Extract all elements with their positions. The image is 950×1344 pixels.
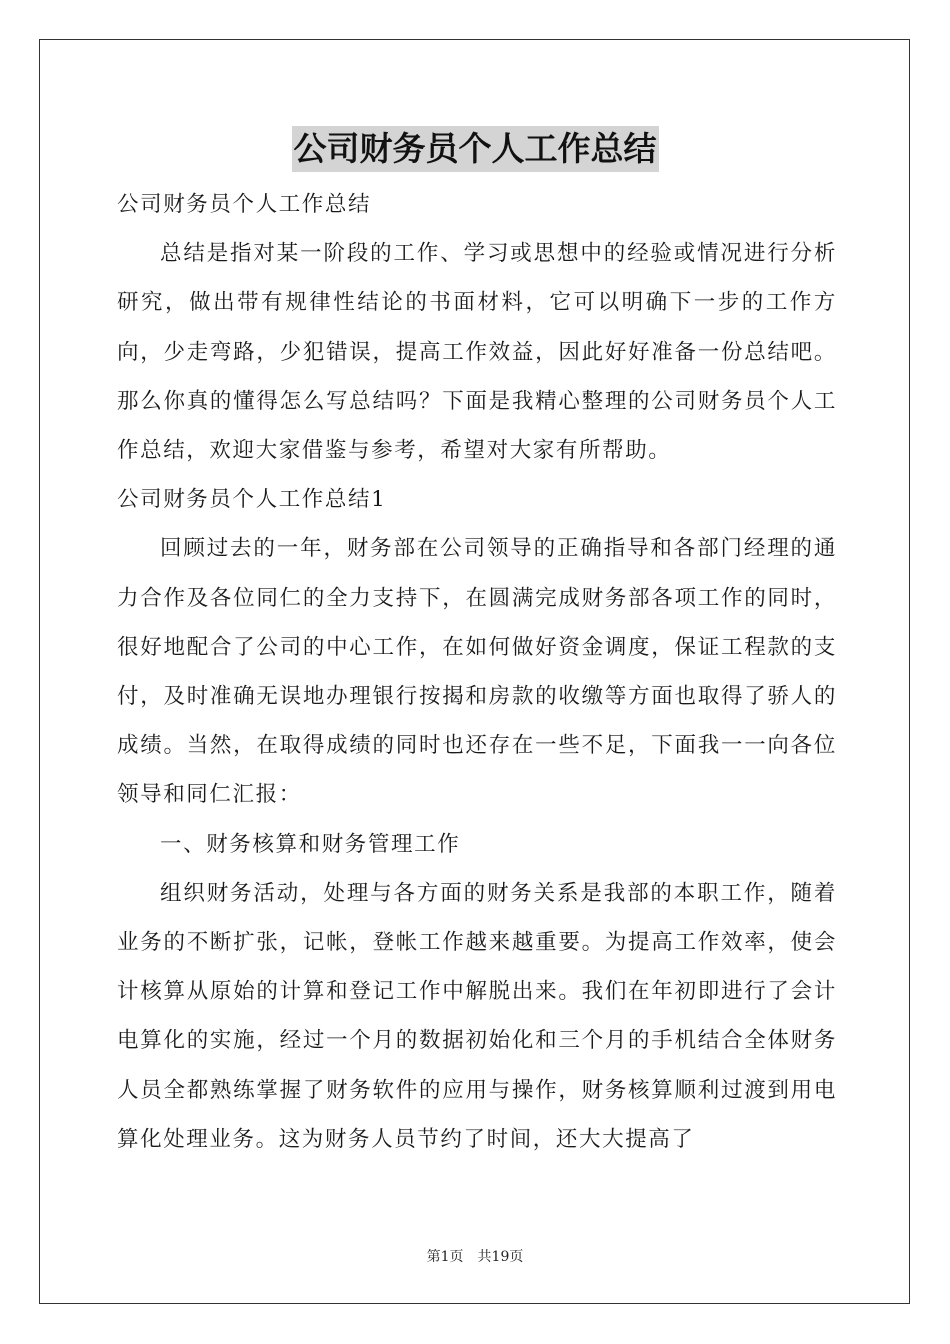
section-paragraph-2: 组织财务活动，处理与各方面的财务关系是我部的本职工作，随着业务的不断扩张，记帐，登帐工作越来越重要。为提高工作效率，使会计核算从原始的计算和登记工作中解脱出来。我们在年初即进行了会计电算化的实施，经过一个月的数据初始化和三个月的手机结合全体财务人员全都熟练掌握了财务软件的应用与操作，财务核算顺利过渡到用电算化处理业务。这为财务人员节约了时间，还大大提高了 (117, 880, 837, 1152)
section-heading: 公司财务员个人工作总结1 (117, 487, 387, 513)
document-title: 公司财务员个人工作总结 (292, 126, 659, 172)
page-number: 第1页 (426, 1249, 464, 1265)
section-paragraph-1: 回顾过去的一年，财务部在公司领导的正确指导和各部门经理的通力合作及各位同仁的全力支持下，在圆满完成财务部各项工作的同时，很好地配合了公司的中心工作，在如何做好资金调度，保证工程款的支付，及时准确无误地办理银行按揭和房款的收缴等方面也取得了骄人的成绩。当然，在取得成绩的同时也还存在一些不足，下面我一一向各位领导和同仁汇报： (117, 536, 837, 808)
page-footer (0, 1246, 950, 1266)
page-total: 共19页 (477, 1249, 524, 1265)
subheading-finance: 一、财务核算和财务管理工作 (160, 831, 461, 857)
document-body (117, 180, 837, 1164)
intro-paragraph: 总结是指对某一阶段的工作、学习或思想中的经验或情况进行分析研究，做出带有规律性结论的书面材料，它可以明确下一步的工作方向，少走弯路，少犯错误，提高工作效益，因此好好准备一份总结吧。那么你真的懂得怎么写总结吗？下面是我精心整理的公司财务员个人工作总结，欢迎大家借鉴与参考，希望对大家有所帮助。 (117, 241, 837, 464)
title-container (0, 126, 950, 172)
document-subtitle: 公司财务员个人工作总结 (117, 192, 372, 217)
